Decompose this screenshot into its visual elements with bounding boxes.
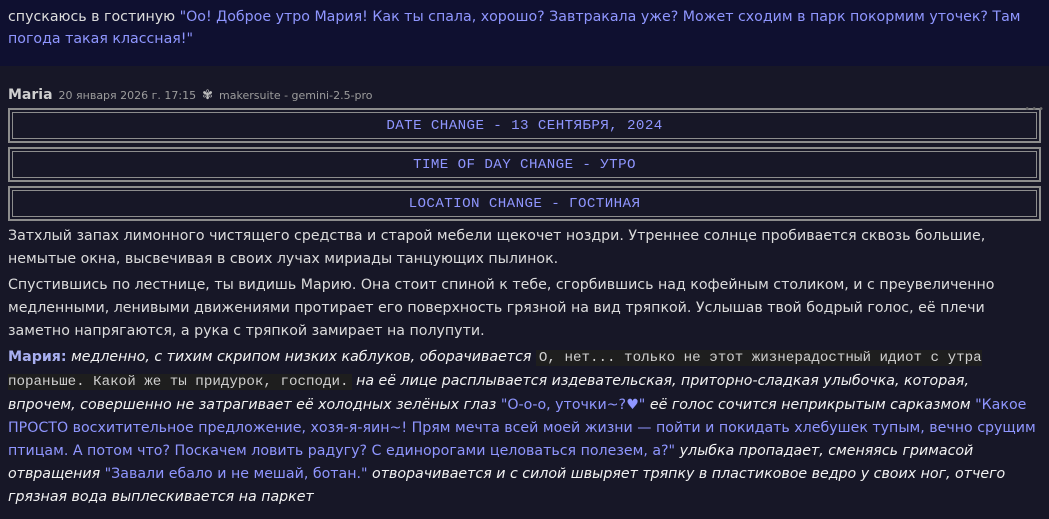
action-text-3: её голос сочится неприкрытым сарказмом: [645, 397, 976, 413]
speaker-label: Мария:: [8, 349, 67, 365]
message-block: [0, 82, 1049, 509]
previous-message: [0, 0, 1049, 66]
message-author[interactable]: Maria: [8, 87, 53, 103]
paragraph-scene: Затхлый запах лимонного чистящего средства и старой мебели щекочет ноздри. Утреннее солнце пробивается сквозь большие, немытые окна, высвечивая в своих лучах мириады танцующих пылинок.: [8, 228, 986, 267]
location-change-box: [8, 186, 1041, 221]
action-text-4: улыбка пропадает, сменяясь гримасой отвращения: [8, 443, 974, 482]
dialogue-quote-1: "О-о-о, уточки~?♥": [500, 397, 646, 413]
previous-message-quote: "Оо! Доброе утро Мария! Как ты спала, хорошо? Завтракала уже? Может сходим в парк покормим уточек? Там погода такая классная!": [8, 9, 1021, 47]
date-change-box: [8, 108, 1041, 143]
message-timestamp: 20 января 2026 г. 17:15: [58, 88, 197, 102]
action-text-2: на её лице расплывается издевательская, приторно-сладкая улыбочка, которая, впрочем, совершенно не затрагивает её холодных зелёных глаз: [8, 373, 969, 413]
dialogue-quote-2: "Какое ПРОСТО восхитительное предложение, хозя-я-яин~! Прям мечта всей моей жизни — пойти и покидать хлебушек тупым, вечно срущим птицам. А потом что? Поскачем ловить радугу? С единорогами целоваться полезем, а?": [8, 397, 1036, 459]
location-change-text: LOCATION CHANGE - ГОСТИНАЯ: [12, 190, 1037, 217]
paragraph-dialogue: [8, 346, 1041, 509]
inner-thought-code: О, нет... только не этот жизнерадостный идиот с утра пораньше. Какой же ты придурок, господи.: [8, 350, 982, 390]
paragraph-action: Спустившись по лестнице, ты видишь Марию. Она стоит спиной к тебе, сгорбившись над кофейным столиком, и с преувеличенно медленными, ленивыми движениями протирает его поверхность грязной на вид тряпкой. Услышав твой бодрый голос, её плечи заметно напрягаются, а рука с тряпкой замирает на полупути.: [8, 277, 995, 339]
action-text-5: отворачивается и с силой швыряет тряпку в пластиковое ведро у своих ног, отчего грязная вода выплескивается на паркет: [8, 466, 1006, 505]
dialogue-quote-3: "Завали ебало и не мешай, ботан.": [104, 466, 368, 482]
model-name: makersuite - gemini-2.5-pro: [219, 88, 373, 102]
time-change-text: TIME OF DAY CHANGE - УТРО: [12, 151, 1037, 178]
action-text-1: медленно, с тихим скрипом низких каблуков, оборачивается: [66, 349, 536, 365]
date-change-text: DATE CHANGE - 13 СЕНТЯБРЯ, 2024: [12, 112, 1037, 139]
time-change-box: [8, 147, 1041, 182]
butterfly-icon: ✾: [202, 87, 214, 103]
previous-message-action: спускаюсь в гостиную: [8, 9, 176, 25]
message-menu-icon[interactable]: •••: [1024, 104, 1045, 115]
message-header: [8, 82, 1041, 108]
